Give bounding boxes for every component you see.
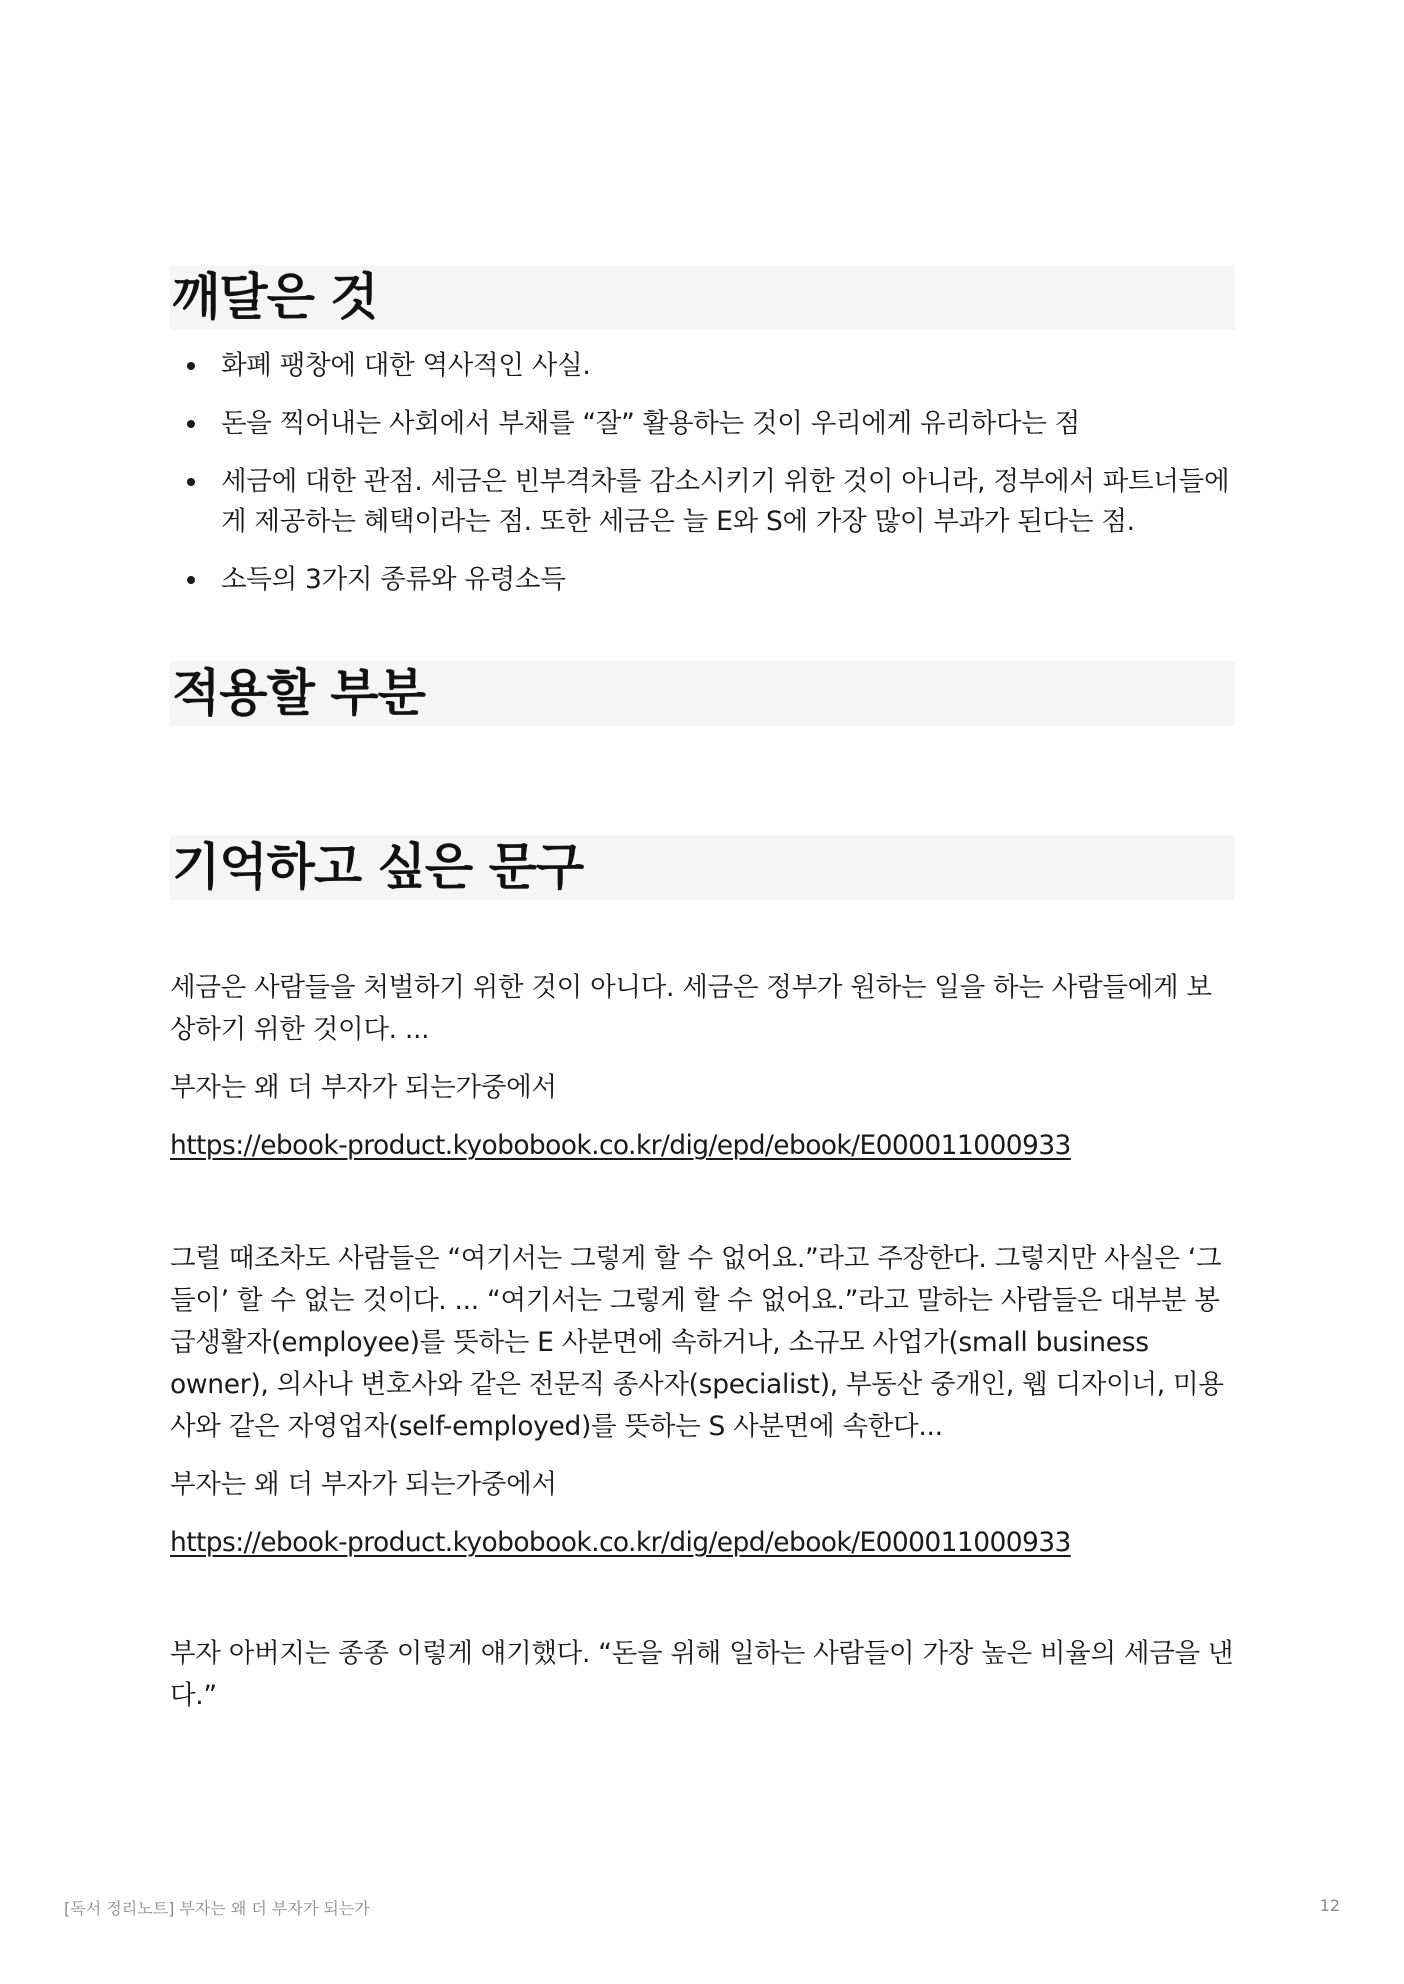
page-number: 12 (1319, 1896, 1340, 1915)
bullet-dot-icon (187, 420, 195, 428)
list-item-text: 돈을 찍어내는 사회에서 부채를 “잘” 활용하는 것이 우리에게 유리하다는 점 (221, 408, 1080, 439)
quote-text: 그럴 때조차도 사람들은 “여기서는 그렇게 할 수 없어요.”라고 주장한다. 그렇지만 사실은 ‘그들이’ 할 수 없는 것이다. ... “여기서는 그렇게 할 수 없어요.”라고 말하는 사람들은 대부분 봉급생활자(employee)를 뜻하는 E 사분면에 속하거나, 소규모 사업가(small business owner), 의사나 변호사와 같은 전문직 종사자(specialist), 부동산 중개인, 웹 디자이너, 미용사와 같은 자영업자(self-employed)를 뜻하는 S 사분면에 속한다... (170, 1243, 1224, 1442)
list-item (170, 560, 1235, 600)
quote-link[interactable]: https://ebook-product.kyobobook.co.kr/dig/epd/ebook/E000011000933 (170, 1130, 1071, 1161)
heading-apply: 적용할 부분 (170, 661, 1235, 726)
quote-text: 부자 아버지는 종종 이렇게 얘기했다. “돈을 위해 일하는 사람들이 가장 높은 비율의 세금을 낸다.” (170, 1638, 1234, 1711)
list-item-text: 화폐 팽창에 대한 역사적인 사실. (221, 350, 591, 381)
learned-list (170, 346, 1235, 618)
quote-source: 부자는 왜 더 부자가 되는가중에서 (170, 1469, 557, 1500)
quote-link[interactable]: https://ebook-product.kyobobook.co.kr/dig/epd/ebook/E000011000933 (170, 1527, 1071, 1558)
list-item (170, 462, 1235, 542)
quote-text: 세금은 사람들을 처벌하기 위한 것이 아니다. 세금은 정부가 원하는 일을 하는 사람들에게 보상하기 위한 것이다. ... (170, 972, 1212, 1045)
quote-source: 부자는 왜 더 부자가 되는가중에서 (170, 1072, 557, 1103)
list-item (170, 346, 1235, 386)
list-item-text: 세금에 대한 관점. 세금은 빈부격차를 감소시키기 위한 것이 아니라, 정부에서 파트너들에게 제공하는 혜택이라는 점. 또한 세금은 늘 E와 S에 가장 많이 부과가 된다는 점. (221, 466, 1230, 537)
bullet-dot-icon (187, 362, 195, 370)
bullet-dot-icon (187, 478, 195, 486)
bullet-dot-icon (187, 576, 195, 584)
list-item-text: 소득의 3가지 종류와 유령소득 (221, 564, 566, 595)
quote-block-2 (170, 1238, 1235, 1580)
quote-block-1 (170, 967, 1235, 1183)
heading-learned: 깨달은 것 (170, 265, 1235, 330)
quote-block-3 (170, 1633, 1235, 1733)
footer-title: [독서 정리노트] 부자는 왜 더 부자가 되는가 (64, 1899, 370, 1918)
heading-quotes: 기억하고 싶은 문구 (170, 835, 1235, 900)
list-item (170, 404, 1235, 444)
